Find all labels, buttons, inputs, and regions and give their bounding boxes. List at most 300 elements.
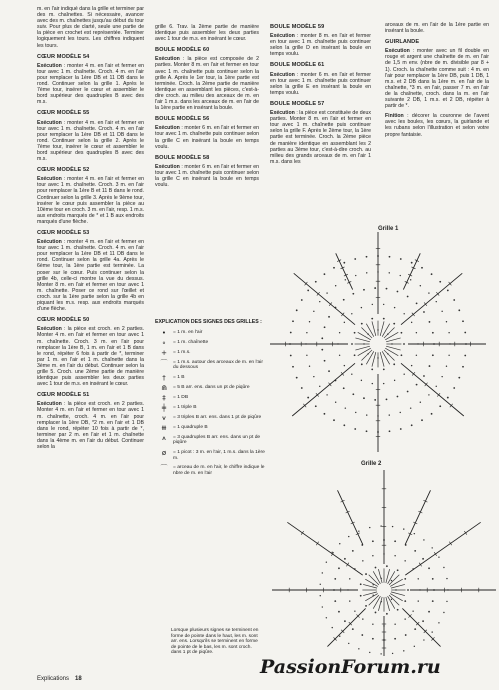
chain-stitch-dot [366, 272, 367, 273]
stitch-tick [464, 531, 467, 535]
chain-stitch-dot [423, 311, 425, 313]
chain-stitch-dot [358, 648, 359, 649]
chain-stitch-dot [334, 600, 336, 602]
section-body: : la pièce est constituée de deux parties. Monter 8 m. en l'air et fermer en tour avec 1 m. chaînette puis continuer selon la grille F. Après le 2ème tour, la 1ère partie est terminée. Croch. la 2ème pièce de manière identique en assemblant les 2 parties au 3ème tour, c'est-à-dire croch. au milieu des grands arceaux de m. en l'air 1 m.s. dans les [270, 110, 371, 165]
chain-stitch-dot [301, 299, 303, 301]
chain-stitch-dot [403, 313, 404, 314]
chain-stitch-dot [416, 332, 417, 333]
chain-stitch-dot [361, 323, 363, 325]
b5-icon: ⋒ [161, 383, 167, 392]
quadruple-b-stitch [401, 273, 462, 324]
chain-stitch-dot [371, 368, 373, 370]
chain-stitch-dot [458, 309, 460, 311]
chain-stitch-dot [313, 376, 314, 377]
footer-label: Explications [37, 676, 70, 682]
section-title: BOULE MODÈLE 60 [155, 47, 210, 54]
text-column-4 [385, 22, 489, 142]
chain-stitch-dot [372, 540, 374, 542]
chain-stitch-dot [400, 412, 401, 413]
section-title: CŒUR MODÈLE 51 [37, 392, 90, 399]
section-paragraph [37, 120, 144, 163]
chain-stitch-dot [372, 383, 373, 384]
legend-title: EXPLICATION DES SIGNES DES GRILLES : [155, 319, 262, 325]
legend-text: = 3 quadruples B arr. ens. dans un pt de piqûre [173, 434, 261, 446]
chain-stitch-dot [404, 560, 405, 561]
intro-paragraph: arceaux de m. en l'air de la 1ère partie en insérant la boule. [385, 22, 489, 35]
chain-stitch-dot [421, 419, 423, 421]
execution-label: Exécution [37, 62, 62, 69]
stitch-line [385, 332, 398, 340]
chain-stitch-dot [354, 332, 356, 334]
legend-row [155, 375, 265, 381]
quadruple-b-stitch [327, 608, 365, 646]
section-body: : monter 8 m. en l'air et fermer en tour avec 1 m. chaînette puis continuer selon la grille D en insérant la boule en temps voulu. [270, 33, 371, 58]
chain-stitch-dot [393, 323, 395, 325]
chain-stitch-dot [404, 600, 406, 602]
stitch-line [361, 350, 372, 361]
chain-stitch-dot [326, 292, 327, 293]
chain-stitch-dot [394, 540, 396, 542]
chain-stitch-dot [464, 332, 466, 334]
chain-stitch-dot [428, 567, 430, 569]
section-body: : monter avec un fil double en rouge et argent une chaînette de m. en l'air de 1,5 m env. (nbre de m. divisible par 8 + 1). Croch. la chaînette comme suit : 4 m. en l'air pour remplacer la 1ère DB, puis 1 DB, 1 m.s. et 2 DB dans la 1ère m. en l'air de la chaînette, *3 m. en l'air, passer 7 m. en l'air de la chaînette, croch. dans la m. en l'air suivante 2 DB, 1 m.s. et 2 DB, répéter à partir de *. [385, 48, 489, 110]
chain-stitch-dot [290, 355, 292, 357]
legend-text: = arceau de m. en l'air, le chiffre indique le nbre de m. en l'air [173, 465, 265, 476]
chain-stitch-dot [362, 560, 363, 561]
section-title: CŒUR MODÈLE 54 [37, 53, 90, 60]
execution-label: Exécution [37, 176, 62, 183]
quadruple-b-stitch [405, 490, 430, 544]
chain-stitch-dot [383, 368, 385, 370]
quadruple-b-stitch [405, 522, 480, 575]
chain-stitch-dot [326, 617, 327, 618]
execution-label: Exécution [37, 401, 62, 408]
chain-stitch-dot [352, 293, 354, 295]
chain-stitch-dot [394, 380, 395, 381]
chain-stitch-dot [432, 332, 434, 334]
execution-label: Exécution [270, 33, 295, 40]
arch-icon: ⌒ [160, 358, 168, 367]
chain-stitch-dot [343, 387, 345, 389]
chain-stitch-dot [361, 363, 363, 365]
chain-stitch-dot [411, 262, 413, 264]
section-paragraph [385, 113, 489, 137]
chain-stitch-dot [394, 555, 395, 556]
chain-stitch-dot [371, 318, 373, 320]
legend-row [155, 360, 265, 371]
chain-stitch-dot [446, 578, 447, 579]
stitch-line [380, 321, 384, 335]
finition-label: Finition [385, 113, 404, 120]
chain-stitch-dot [386, 288, 388, 290]
chain-stitch-dot [344, 322, 345, 323]
chain-stitch-dot [416, 303, 418, 305]
legend-text: = 1 DB [173, 394, 189, 400]
chain-stitch-dot [352, 393, 354, 395]
chain-loop-icon: ∘ [161, 338, 167, 347]
chain-stitch-dot [400, 428, 402, 430]
chain-stitch-dot [418, 578, 419, 579]
chain-stitch-dot [462, 320, 464, 322]
chain-stitch-dot [453, 387, 455, 389]
stitch-tick [434, 552, 437, 556]
chain-stitch-dot [339, 636, 340, 637]
chain-stitch-dot [343, 299, 345, 301]
section-paragraph [270, 72, 371, 96]
section-title: CŒUR MODÈLE 55 [37, 110, 90, 117]
section-body: : décorer la couronne de l'avent avec les boules, les cœurs, la guirlande et les rubans selon l'illustration et selon votre propre fantaisie. [385, 113, 489, 138]
chain-stitch-dot [414, 646, 415, 647]
stitch-tick [301, 531, 304, 535]
chain-stitch-dot [458, 377, 460, 379]
chain-stitch-dot [369, 652, 370, 653]
chain-stitch-dot [403, 343, 405, 345]
chain-stitch-dot [349, 578, 350, 579]
legend-row [155, 350, 265, 356]
chain-stitch-dot [351, 374, 352, 375]
chain-stitch-dot [339, 355, 340, 356]
section-body: : monter 4 m. en l'air et fermer en tour avec 1 m. chaînette. Croch. 3 m. en l'air pour remplacer la 1ère B et 11 B dans le rond. Continuer selon la grille 3. Après le 9ème tour, insérer le cœur puis assembler la pièce au 10ème tour en croch. 3 m. en l'air, resp. 1 m.s. aux endroits marqués de * et 1 B aux endroits marqués d'une flèche. [37, 176, 144, 225]
chain-stitch-dot [404, 578, 406, 580]
chain-stitch-dot [351, 313, 352, 314]
execution-label: Exécution [37, 326, 62, 333]
crochet-grid-2-diagram [260, 458, 499, 656]
stitch-line [355, 346, 369, 350]
section-paragraph [37, 326, 144, 387]
section-body: : la pièce est croch. en 2 parties. Monter 4 m. en l'air et fermer en tour avec 1 m. chaînette. Croch. 3 m. en l'air pour remplacer la 1ère B, 1 m. en l'air et 1 B dans le rond, répéter 6 fois à partir de *, terminer par 1 m. en l'air et 1 m. chaînette dans la 3ème m. en l'air du début. Continuer selon la grille 5. Croch. une 2ème partie de manière identique puis assembler les deux parties avec 1 tour de m.s. en insérant le cœur. [37, 326, 144, 388]
chain-stitch-dot [345, 407, 346, 408]
chain-stitch-dot [365, 605, 367, 607]
section-title: CŒUR MODÈLE 52 [37, 167, 90, 174]
section-title: BOULE MODÈLE 56 [155, 116, 210, 123]
intro-paragraph: grille 6. Trav. la 2ème partie de manière identique puis assembler les deux parties avec 1 tour de m.s. en insérant le cœur. [155, 24, 259, 43]
chain-stitch-dot [306, 332, 307, 333]
section-paragraph [155, 164, 259, 188]
chain-stitch-dot [328, 316, 330, 318]
quadruple-b-stitch [403, 253, 420, 289]
legend-row [155, 395, 265, 401]
watermark-text: PassionForum.ru [260, 656, 441, 678]
chain-stitch-dot [439, 405, 441, 407]
chain-stitch-dot [423, 639, 424, 640]
legend-row [155, 405, 265, 411]
chain-stitch-dot [315, 405, 317, 407]
section-title: BOULE MODÈLE 59 [270, 24, 325, 30]
chain-stitch-dot [352, 628, 354, 630]
chain-stitch-dot [324, 326, 326, 328]
chain-stitch-dot [324, 273, 326, 275]
quadruple-b-stitch [336, 253, 353, 289]
chain-stitch-dot [394, 307, 395, 308]
chain-stitch-dot [296, 377, 298, 379]
chain-stitch-dot [448, 332, 449, 333]
arrow-arc-icon: ⌒ [160, 464, 168, 473]
chain-stitch-dot [403, 650, 404, 651]
chain-stitch-dot [416, 384, 418, 386]
legend-text: = 1 m.s. autour des arceaux de m. en l'air du dessous [173, 359, 263, 371]
chain-stitch-dot [428, 394, 429, 395]
chain-stitch-dot [361, 380, 362, 381]
section-body: : monter 6 m. en l'air et fermer en tour avec 1 m. chaînette puis continuer selon la grille E en insérant la boule en temps voulu. [270, 71, 371, 96]
chain-stitch-dot [321, 349, 323, 351]
chain-stitch-dot [464, 355, 466, 357]
chain-stitch-dot [361, 307, 362, 308]
section-paragraph [155, 125, 259, 149]
section-title: BOULE MODÈLE 61 [270, 62, 325, 69]
chain-stitch-dot [360, 583, 362, 585]
chain-stitch-dot [326, 394, 327, 395]
chain-stitch-dot [422, 558, 424, 560]
chain-stitch-dot [320, 595, 321, 596]
chain-stitch-dot [414, 550, 416, 552]
chain-stitch-dot [410, 279, 411, 280]
text-column-1 [37, 6, 144, 454]
stitch-tick [419, 563, 422, 567]
chain-stitch-dot [322, 606, 323, 607]
legend-text: = 1 picot : 3 m. en l'air, 1 m.s. dans la 1ère m. [173, 449, 265, 461]
chain-stitch-dot [335, 285, 336, 286]
chain-stitch-dot [391, 599, 392, 600]
chain-stitch-dot [374, 287, 376, 289]
tb3-icon: ⩛ [162, 413, 166, 422]
chain-stitch-dot [418, 600, 419, 601]
stitch-line [382, 324, 390, 337]
stitch-line [386, 346, 400, 350]
chain-stitch-dot [344, 558, 346, 560]
chain-stitch-dot [410, 407, 411, 408]
chain-stitch-dot [354, 354, 356, 356]
stitch-line [358, 348, 371, 356]
stitch-line [372, 321, 376, 335]
chain-stitch-dot [333, 419, 335, 421]
chain-stitch-dot [414, 533, 415, 534]
stitch-line [389, 595, 399, 605]
chain-stitch-dot [407, 391, 409, 393]
legend-text: = 1 quadruple B [173, 424, 208, 430]
chain-stitch-dot [397, 291, 399, 293]
section-title: BOULE MODÈLE 57 [270, 100, 325, 107]
section-body: : monter 6 m. en l'air et fermer en tour avec 1 m. chaînette puis continuer selon la grille C en insérant la boule en temps voulu. [155, 163, 259, 189]
stitch-line [389, 575, 399, 585]
chain-stitch-dot [397, 396, 399, 398]
chain-stitch-dot [338, 611, 340, 613]
chain-stitch-dot [446, 601, 447, 602]
chain-stitch-dot [420, 285, 421, 286]
legend-row [155, 465, 265, 476]
chain-stitch-dot [313, 311, 314, 312]
chain-stitch-dot [448, 355, 449, 356]
legend-note: Lorsque plusieurs signes se terminent en forme de pointe dans le haut, les m. sont arr. ens. Lorsqu'ils se terminent en forme de pointe de le bas, les m. sont croch. dans 1 pt de piqûre. [171, 628, 259, 656]
picot-icon: ø [161, 448, 167, 457]
chain-stitch-dot [401, 332, 403, 334]
section-body: : monter 4 m. en l'air et fermer en tour avec 1 m. chaînette. Croch. 4 m. en l'air pour remplacer la 1ère DB et 11 DB dans le rond. Continuer selon la grille 1. Après le 7ème tour, insérer le cœur et assembler le bord supérieur des quadruples B avec des m.s. [37, 62, 144, 106]
chain-stitch-dot [324, 413, 326, 415]
chain-stitch-dot [292, 320, 294, 322]
chain-stitch-dot [363, 397, 365, 399]
chain-stitch-dot [365, 573, 367, 575]
section-title: CŒUR MODÈLE 50 [37, 317, 90, 324]
legend-row [155, 450, 265, 461]
section-body: : monter 4 m. en l'air et fermer en tour avec 1 m. chaînette. Croch. 4 m. en l'air pour remplacer la 1ère DB et 11 DB dans le rond. Continuer selon la grille 2. Après le 7ème tour, insérer le cœur et assembler le bord supérieur des quadruples B avec des m.s. [37, 119, 144, 163]
intro-paragraph: m. en l'air indiqué dans la grille et terminer par des m. chaînettes. Si nécessaire, avancer avec des m. chaînettes jusqu'au début du tour suiv. Pour plus de clarté, seule une partie de la pièce en crochet est représentée. Terminer logiquement les tours. Les chiffres indiquent les tours. [37, 6, 144, 49]
chain-stitch-dot [432, 600, 434, 602]
chain-stitch-dot [453, 299, 455, 301]
chain-stitch-dot [432, 578, 434, 580]
chain-stitch-dot [431, 273, 433, 275]
execution-label: Exécution [37, 119, 62, 126]
chain-stitch-dot [372, 555, 373, 556]
chain-stitch-dot [354, 258, 356, 260]
chain-stitch-dot [352, 550, 354, 552]
chain-stitch-dot [354, 428, 356, 430]
chain-stitch-dot [363, 289, 365, 291]
chain-stitch-dot [447, 397, 449, 399]
section-body: : monter 6 m. en l'air et fermer en tour avec 1 m. chaînette puis continuer selon la grille C en insérant la boule en temps voulu. [155, 125, 259, 150]
section-paragraph [37, 176, 144, 225]
tb-icon: ╪ [161, 403, 167, 412]
chain-stitch-dot [372, 638, 374, 640]
chain-stitch-dot [389, 256, 391, 258]
chain-stitch-dot [375, 612, 377, 614]
chain-stitch-dot [361, 634, 363, 636]
chain-stitch-dot [431, 413, 433, 415]
chain-stitch-dot [335, 402, 336, 403]
chain-stitch-dot [428, 611, 430, 613]
chain-stitch-dot [369, 527, 370, 528]
t-icon: † [162, 373, 166, 382]
chain-stitch-dot [372, 304, 373, 305]
chain-stitch-dot [355, 275, 356, 276]
chain-stitch-dot [404, 618, 405, 619]
stitch-line [382, 351, 390, 364]
chain-stitch-dot [438, 622, 439, 623]
chain-stitch-dot [307, 397, 309, 399]
chain-stitch-dot [339, 332, 340, 333]
chain-stitch-dot [389, 414, 390, 415]
section-body: : la pièce est composée de 2 parties. Monter 8 m. en l'air et fermer en tour avec 1 m. chaînette puis continuer selon la grille A. Après le 1er tour, la 1ère partie est terminée. Croch. la 2ème partie de manière identique en assemblant les pièces, c'est-à-dire croch. au milieu des arceaux de m. en l'air 1 m.s. dans les arceaux de m. en l'air de la 1ère partie en insérant la boule. [155, 56, 259, 112]
stitch-line [366, 351, 374, 364]
execution-label: Exécution [37, 239, 62, 246]
chain-stitch-dot [292, 366, 294, 368]
stitch-line [385, 348, 398, 356]
chain-stitch-dot [400, 258, 402, 260]
chain-stitch-dot [380, 653, 381, 654]
chain-stitch-dot [392, 526, 393, 527]
chain-stitch-dot [401, 354, 403, 356]
page-number: 18 [75, 676, 82, 682]
chain-stitch-dot [344, 365, 345, 366]
legend-rows [155, 330, 265, 477]
chain-stitch-dot [391, 580, 392, 581]
section-paragraph [37, 401, 144, 450]
chain-stitch-dot [411, 322, 412, 323]
legend-text: = 1 B [173, 374, 185, 380]
plus-icon: + [161, 348, 167, 357]
execution-label: Exécution [155, 56, 180, 63]
chain-stitch-dot [332, 627, 333, 628]
chain-stitch-dot [319, 301, 320, 302]
chain-stitch-dot [324, 360, 326, 362]
quadruple-b-stitch [402, 608, 440, 646]
dot-icon: • [161, 328, 167, 337]
legend-text: = 1 m. chaînette [173, 339, 209, 345]
chain-stitch-dot [333, 267, 335, 269]
chain-stitch-dot [397, 569, 399, 571]
chain-stitch-dot [358, 530, 359, 531]
chain-stitch-dot [343, 424, 345, 426]
chain-stitch-dot [414, 628, 416, 630]
chain-stitch-dot [322, 572, 323, 573]
chain-stitch-dot [438, 556, 439, 557]
chain-stitch-dot [446, 321, 447, 322]
legend-text: = 1 m.s. [173, 349, 191, 355]
chain-stitch-dot [301, 387, 303, 389]
chain-stitch-dot [383, 383, 384, 384]
qb-icon: ⧻ [161, 423, 167, 432]
text-column-3 [270, 24, 371, 169]
chain-stitch-dot [400, 275, 401, 276]
chain-stitch-dot [366, 256, 368, 258]
chain-stitch-dot [366, 414, 367, 415]
stitch-line [380, 352, 384, 366]
crochet-grid-1-diagram [260, 222, 499, 458]
chain-stitch-dot [309, 366, 310, 367]
section-title: GUIRLANDE [385, 39, 420, 46]
execution-label: Exécution [385, 48, 410, 55]
chain-stitch-dot [407, 296, 409, 298]
section-paragraph [385, 48, 489, 109]
section-paragraph [37, 63, 144, 106]
chain-stitch-dot [403, 374, 404, 375]
execution-label: Exécution [155, 125, 180, 132]
text-column-2 [155, 24, 259, 192]
chain-stitch-dot [441, 376, 442, 377]
quadruple-b-stitch [287, 522, 362, 575]
chain-stitch-dot [383, 318, 385, 320]
chain-stitch-dot [296, 309, 298, 311]
chain-stitch-dot [407, 589, 409, 591]
quadruple-b-stitch [294, 273, 355, 324]
chain-stitch-dot [386, 565, 388, 567]
chain-stitch-dot [360, 595, 362, 597]
chain-stitch-dot [389, 272, 390, 273]
section-paragraph [155, 56, 259, 111]
chain-stitch-dot [422, 620, 424, 622]
section-title: CŒUR MODÈLE 53 [37, 230, 90, 236]
chain-stitch-dot [429, 321, 431, 323]
chain-stitch-dot [348, 643, 349, 644]
chain-stitch-dot [334, 578, 336, 580]
chain-stitch-dot [443, 612, 444, 613]
chain-stitch-dot [366, 430, 368, 432]
chain-stitch-dot [375, 567, 377, 569]
chain-stitch-dot [423, 539, 424, 540]
chain-stitch-dot [446, 366, 447, 367]
chain-stitch-dot [328, 370, 330, 372]
chain-stitch-dot [392, 653, 393, 654]
chain-stitch-dot [319, 386, 320, 387]
chain-stitch-dot [355, 412, 356, 413]
chain-stitch-dot [441, 311, 442, 312]
chain-stitch-dot [429, 365, 431, 367]
chain-stitch-dot [321, 337, 323, 339]
chain-stitch-dot [389, 430, 391, 432]
chain-stitch-dot [320, 584, 321, 585]
chain-stitch-dot [411, 424, 413, 426]
page-footer [37, 676, 82, 682]
chain-stitch-dot [405, 634, 407, 636]
execution-label: Exécution [270, 110, 295, 117]
